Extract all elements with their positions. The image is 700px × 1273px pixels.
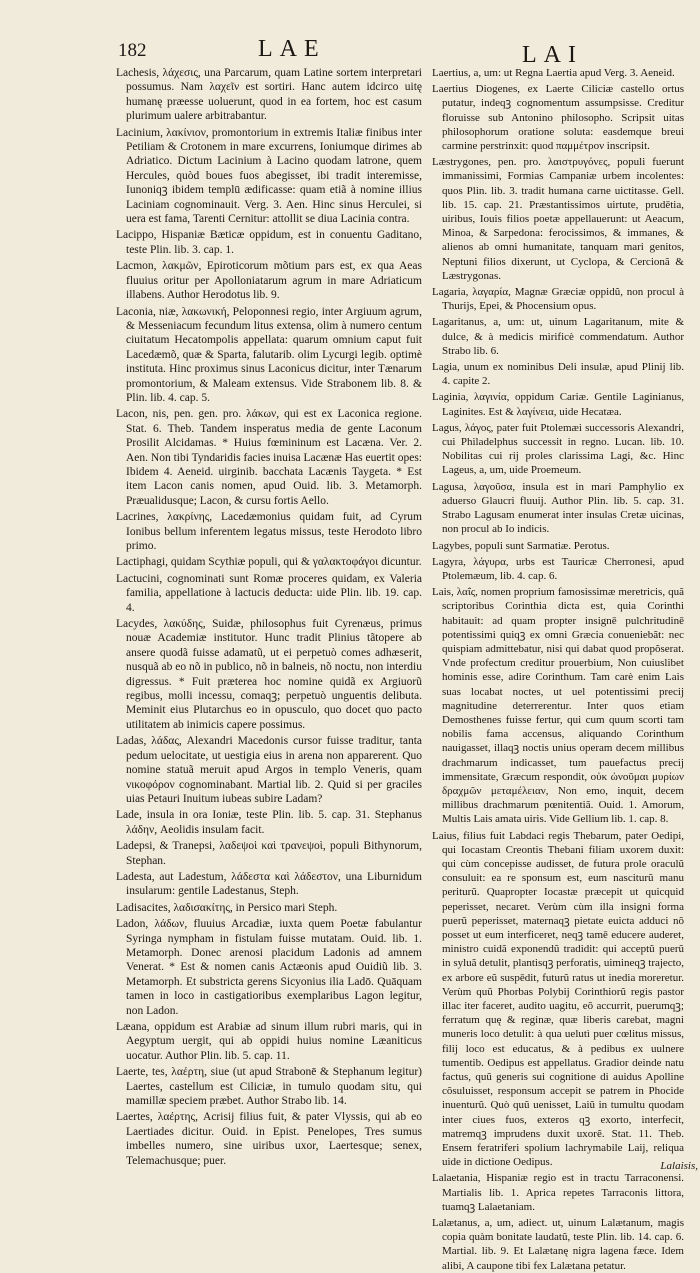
dictionary-entry: Ladisacites, λαδισακίτης, in Persico mari Steph. [116,901,338,914]
page-number: 182 [118,40,147,61]
left-running-head: LAE [258,36,326,62]
running-header [0,38,700,68]
dictionary-entry: Lacon, nis, pen. gen. pro. λάκων, qui est ex Laconica regione. Stat. 6. Theb. Tandem insperatus media de gente Laconum Prosilit Alcidamas. * Huius fœmininum est Lacæna. Ver. 2. Aen. Non tibi Tyndaridis facies inuisa Lacænæ Has euertit opes: Ibidem 4. Aeneid. uirginib. bacchata Lacænis Taygeta. * Est item Lacon canis nomen, apud Ouid. lib. 3. Metamorph. Præualidusque; Lacon, & cursu fortis Aello. [116,408,423,507]
dictionary-entry: Ladon, λάδων, fluuius Arcadiæ, iuxta quem Poetæ fabulantur Syringa nympham in fistulam fuisse mutatam. Ouid. lib. 1. Metamorph. Donec arenosi placidum Ladonis ad amnem Venerat. * Est & nomen canis Actæonis apud Ouidiũ lib. 3. Metamorph. Et substricta gerens Sicyonius ilia Ladō. Quāquam tamen in loco in castigatioribus exemplaribus Lagon legitur, non Ladon. [116,918,422,1017]
dictionary-entry: Lacinium, λακίνιον, promontorium in extremis Italiæ finibus inter Petiliam & Crotonem in mare excurrens, Ioniumque dirimes ab Adriatico. Dictum Lacinium à Lacino quodam latrone, quem Hercules, quòd boues fuos abegisset, ibi tradit interemisse, Iunoniqꝫ ibidem templū ædificasse: quam etiã à nomine illius Laciniam cognominauit. Verg. 3. Aen. Hinc sinus Herculei, si uera est fama, Tarenti Cernitur: attollit se diua Lacinia contra. [116,126,422,226]
dictionary-entry: Lalætanus, a, um, adiect. ut, uinum Lalætanum, magis copia quàm bonitate laudatũ, teste Plin. lib. 14. cap. 6. Martial. lib. 9. Et Lalætanę nigra lagena fæce. Idem alibi, A caupone tibi fex Lalætana petatur. [432,1217,684,1272]
dictionary-entry: Lacydes, λακύδης, Suidæ, philosophus fuit Cyrenæus, primus nouæ Academiæ institutor. Hunc tradit Plinius tãtopere ab ansere quodã fuisse adamatũ, ut ei perpetuò comes adhæserit, nusquã ab eo nõ in publico, nõ in balneis, nõ noctu, non interdiu digressus. * Fuit præterea hoc nomine quidã ex Argiuorũ regibus, molli incessu, comaqꝫ; perpetuò unguentis delibuta. Meminit eius Plutarchus eo in opusculo, quo docet quo pacto utilitatem ab inimicis capere possimus. [116,618,422,731]
dictionary-entry: Laginia, λαγινία, oppidum Cariæ. Gentile Laginianus, Laginites. Est & λαγίνεια, uide Hecatæa. [432,391,684,418]
dictionary-entry: Lagaritanus, a, um: ut, uinum Lagaritanum, mite & dulce, & à medicis mirificè commendatum. Author Strabo lib. 6. [432,316,684,357]
dictionary-entry: Læstrygones, pen. pro. λαιστρυγόνες, populi fuerunt immanissimi, Formias Campaniæ urbem incolentes: quos Plin. lib. 3. tradit humana carne uictitasse. Gell. lib. 15. cap. 21. Præstantissimos uirtute, prudētia, uiribus, Iouis filios poetæ appellauerunt: ut Aeacum, Minoa, & Sarpedona: ferocissimos, & immanes, & alienos ab omni humanitate, tanquam mari genitos, Neptuni filios dixerunt, ut Cyclopa, & Cercionã & Læstrygonas. [432,156,684,282]
dictionary-entry: Lade, insula in ora Ioniæ, teste Plin. lib. 5. cap. 31. Stephanus λάδην, Aeolidis insulam facit. [116,809,422,836]
dictionary-entry: Lacippo, Hispaniæ Bæticæ oppidum, est in conuentu Gaditano, teste Plin. lib. 3. cap. 1. [116,229,422,256]
catchword: Lalaisis, [660,1160,698,1172]
dictionary-entry: Laertes, λαέρτης, Acrisij filius fuit, & pater Vlyssis, qui ab eo Laertiades dicitur. Ouid. in Epist. Penelopes, Tres sumus imbelles numero, sine uiribus uxor, Laertesque; senex, Telemachusque; puer. [116,1111,422,1167]
dictionary-entry: Lagus, λάγος, pater fuit Ptolemæi successoris Alexandri, cui Philadelphus successit in regno. Lucan. lib. 10. Nobilitas cui rij proles clarissima Lagi, &c. Hinc Lageus, a, um, uide Proemeum. [432,421,684,477]
dictionary-entry: Lactucini, cognominati sunt Romæ proceres quidam, ex Valeria familia, appellatione à lactucis deducta: uide Plin. lib. 19. cap. 4. [116,572,422,614]
dictionary-entry: Lacrines, λακρίνης, Lacedæmonius quidam fuit, ad Cyrum Ionibus bellum inferentem legatus missus, teste Herodoto libro primo. [116,511,422,552]
dictionary-entry: Laius, filius fuit Labdaci regis Thebarum, pater Oedipi, qui Iocastam Creontis Thebani filiam uxorem duxit: qui cùm concepisse audisset, de futura prole oraculũ consuluit: ea re sponsum est, eum nasciturũ manu periturũ. Quapropter Iocastæ præcepit ut quicquid peperisset, necaret. Verùm cùm illa insigni forma puerũ peperisset, maternaqꝫ pietate euicta adduci nõ posset ut eum interficeret, neqꝫ tamē educere auderet, ministro cuidã exponendũ tradidit: qui acceptũ puerũ in syluã detulit, plantisqꝫ perforatis, uimineqꝫ trajecto, ex arbore eũ suspēdit, futurũ ratus ut inedia moreretur. Verùm quũ Phorbas Polybij Corinthiorũ regis pastor illac iter faceret, audito uagitu, eõ accurrit, puerumqꝫ; ferratum quę & reginæ, quæ liberis carebat, magni muneris loco detulit: à qua uelutì puer cœlitus missus, filij loco est educatus, & à pedibus ex uulnere tumentib. Oedipus est appellatus. Gradior deinde natu factus, quũ generis sui cognitione di auidus Apolline cõsuluisset, responsum accepit se patrem in Phocide inuenturũ. Quò quũ uenisset, Laiũ in tumultu quodam inter ciues fuos, exteros qꝫ exorto, interfecit, matremqꝫ imprudens duxit uxorẽ. Stat. 11. Theb. Ensem feratriferi spolium lachrymabile Laij, reliqua uide in dictione Oedipus. [432,829,684,1169]
right-column [432,66,684,1272]
dictionary-entry: Lagia, unum ex nominibus Deli insulæ, apud Plinij lib. 4. capite 2. [432,361,684,388]
dictionary-entry: Lagusa, λαγοῦσα, insula est in mari Pamphylio ex aduerso Glaucri fluuij. Author Plin. lib. 5. cap. 31. Strabo Lagusam enumerat inter insulas Cretæ uicinas, non procul ab Io indicis. [432,480,684,536]
dictionary-entry: Lachesis, λάχεσις, una Parcarum, quam Latine sortem interpretari possumus. Nam λαχεῖν est sortiri. Hanc autem idcirco uitę humanę præesse uoluerunt, quod in ea fortem, hoc est casum plurimum ualere arbitrabantur. [116,67,422,123]
dictionary-entry: Laertius Diogenes, ex Laerte Ciliciæ castello ortus putatur, indeqꝫ cognomentum assumpsisse. Creditur floruisse sub Antonino philosopho. Scripsit uitas philosophorum oratione soluta: easdemque breui carmine perstrinxit: quod παμμέτρον inscripsit. [432,83,684,153]
dictionary-entry: Laerte, tes, λαέρτη, siue (ut apud Strabonē & Stephanum legitur) Laertes, castellum est Ciliciæ, in tumulo quodam situ, qui mamillæ speciem præbet. Author Strabo lib. 14. [116,1066,422,1108]
dictionary-entry: Lactiphagi, quidam Scythiæ populi, qui & γαλακτοφάγοι dicuntur. [116,556,422,569]
dictionary-entry: Lagybes, populi sunt Sarmatiæ. Perotus. [432,539,610,552]
dictionary-entry: Lagyra, λάγυρα, urbs est Tauricæ Cherronesi, apud Ptolemæum, lib. 4. cap. 6. [432,555,684,582]
dictionary-entry: Lacmon, λακμῶν, Epiroticorum mõtium pars est, ex qua Aeas fluuius oritur per Apolloniatarum agrum in mare Adriaticum illabens. Author Herodotus lib. 9. [116,260,422,302]
dictionary-entry: Ladepsi, & Tranepsi, λαδεψοὶ καὶ τρανεψοὶ, populi Bithynorum, Stephan. [116,840,422,867]
dictionary-entry: Læana, oppidum est Arabiæ ad sinum illum rubri maris, qui in Aegyptum uergit, qui ab oppidi huius nomine Læaniticus uocatur. Author Plin. lib. 5. cap. 11. [116,1021,422,1062]
dictionary-entry: Lais, λαΐς, nomen proprium famosissimæ meretricis, quã scriptoribus Corinthia dicta est, quia Corinthi habitauit: ad quam propter insignē pulchritudinē potentissimi quiqꝫ ex omni Græcia conueniebãt: nec quispiam admittebatur, nisi qui dabat quod propõserat. Vnde profectum creditur prouerbium, Non cuiuslibet hominis esse, adire Corinthum. Tam carè enim Lais suas locabat noctes, ut uel potentissimi precij magnitudine deterrerentur. Inter quos etiam Demosthenes fuisse fertur, qui cum quum scorti tam nobilis fama accensus, aliquando Corinthum nauigasset, illaqꝫ noctis unius operam decem millibus drachmarum indicasset, tum pauefactus precij immensitate, Græcum respondit, οὐκ ὠνοῦμαι μυρίων δραχμῶν μεταμέλειαν, Non emo, inquit, decem millibus drachmarum pœnitentiã. Ouid. 1. Amorum, Multis Lais amata uiris. Vide Gellium lib. 1. cap. 8. [432,586,684,826]
dictionary-entry: Laconia, niæ, λακωνική, Peloponnesi regio, inter Argiuum agrum, & Messeniacum fecundum litus extensa, olim à numero centum ciuitatum Hecatompolis appellata: quarum omnium caput fuit Lacedæmõ, quæ & Sparta, falutarib. olim Lycurgi legib. optimè instituta. Hinc proximus sinus Laconicus dicitur, inter Tænarum promontorium, & Maleam extensus. Vide Strabonem lib. 8. & Plin. lib. 4. cap. 5. [116,305,422,404]
left-column [116,66,422,1176]
right-running-head: LAI [522,42,583,68]
dictionary-entry: Laertius, a, um: ut Regna Laertia apud Verg. 3. Aeneid. [432,67,675,79]
dictionary-entry: Lagaria, λαγαρία, Magnæ Græciæ oppidũ, non procul à Thurijs, Epei, & Phocensium opus. [432,286,684,313]
dictionary-entry: Ladesta, aut Ladestum, λάδεστα καὶ λάδεστον, una Liburnidum insularum: gentile Ladestanus, Steph. [116,870,422,898]
dictionary-entry: Ladas, λάδας, Alexandri Macedonis cursor fuisse traditur, tanta pedum uelocitate, ut uestigia eius in arena non apparerent. Quo nomine statuã meruit apud Argos in templo Veneris, quam νικοφόρον cognominabant. Martial lib. 2. Quid si per graciles uias Petauri Inuitum iubeas subire Ladam? [116,735,422,805]
dictionary-entry: Lalaetania, Hispaniæ regio est in tractu Tarraconensi. Martialis lib. 1. Aprica repetes Tarraconis littora, tuamqꝫ Lalaetaniam. [432,1172,684,1213]
